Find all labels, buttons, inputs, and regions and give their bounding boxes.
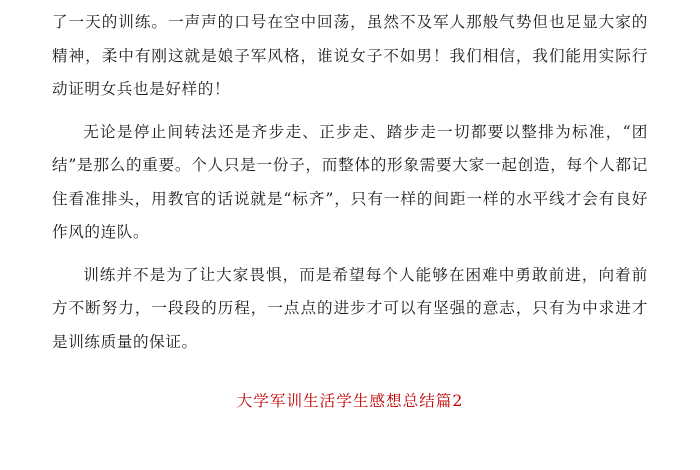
paragraph-spacer-1 xyxy=(52,107,648,116)
paragraph-spacer-2 xyxy=(52,250,648,259)
section-heading: 大学军训生活学生感想总结篇2 xyxy=(236,392,464,410)
document-body xyxy=(52,6,648,419)
paragraph-1: 了一天的训练。一声声的口号在空中回荡，虽然不及军人那般气势但也足显大家的精神，柔中有刚这就是娘子军风格，谁说女子不如男！我们相信，我们能用实际行动证明女兵也是好样的！ xyxy=(52,13,648,98)
paragraph-2: 无论是停止间转法还是齐步走、正步走、踏步走一切都要以整排为标准，“团结”是那么的重要。个人只是一份子，而整体的形象需要大家一起创造，每个人都记住看准排头，用教官的话说就是“标齐”，只有一样的间距一样的水平线才会有良好作风的连队。 xyxy=(52,122,648,241)
section-heading-wrapper xyxy=(52,385,648,419)
paragraph-3: 训练并不是为了让大家畏惧，而是希望每个人能够在困难中勇敢前进，向着前方不断努力，一段段的历程，一点点的进步才可以有坚强的意志，只有为中求进才是训练质量的保证。 xyxy=(52,265,648,351)
